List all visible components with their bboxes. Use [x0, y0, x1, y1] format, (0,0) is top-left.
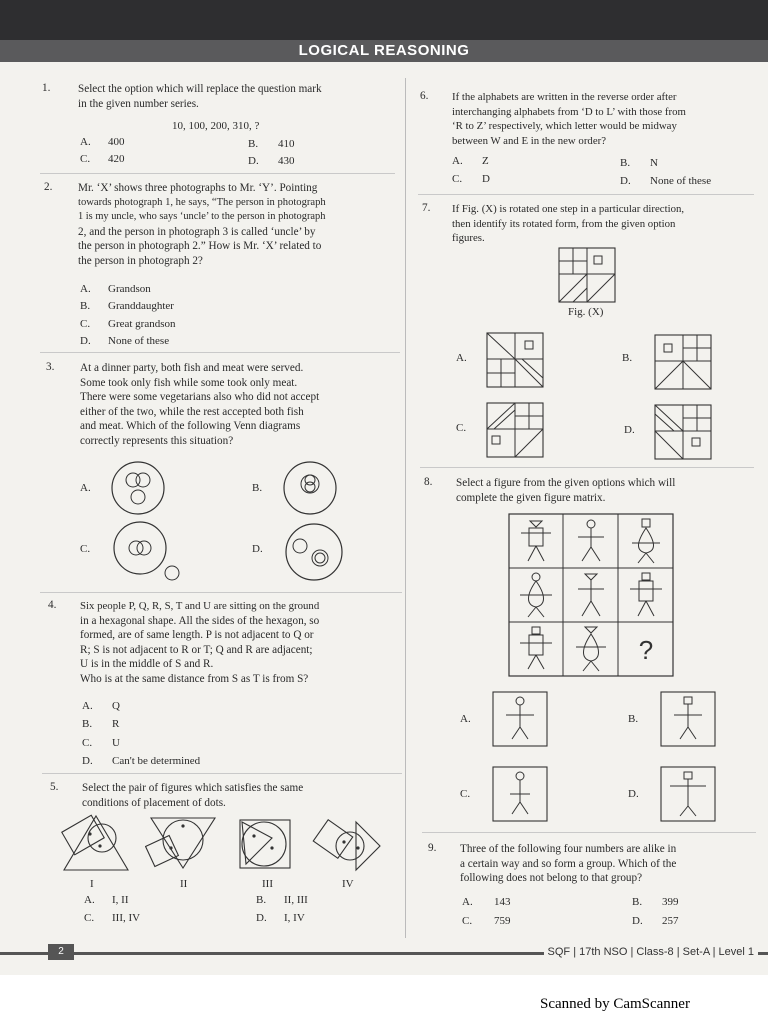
- option-text[interactable]: Granddaughter: [108, 300, 174, 312]
- option-letter: C.: [82, 737, 93, 749]
- option-letter: C.: [462, 915, 473, 927]
- question-number: 6.: [420, 90, 429, 102]
- venn-diagram-c[interactable]: [110, 520, 186, 584]
- venn-diagram-a[interactable]: [110, 460, 166, 516]
- option-text[interactable]: I, II: [112, 894, 129, 906]
- dot-figure-ii: [145, 812, 221, 874]
- option-letter: C.: [80, 543, 91, 555]
- figure-x: [558, 247, 616, 303]
- figure-label: II: [180, 878, 188, 890]
- question-text: [456, 476, 756, 505]
- question-number: 3.: [46, 361, 55, 373]
- option-text[interactable]: R: [112, 718, 120, 730]
- question-text: [452, 90, 752, 148]
- text-line: Six people P, Q, R, S, T and U are sitting on the ground: [80, 600, 320, 612]
- text-line: correctly represents this situation?: [80, 434, 234, 447]
- option-letter: D.: [248, 155, 259, 167]
- option-letter: A.: [80, 136, 91, 148]
- option-text[interactable]: 399: [662, 896, 679, 908]
- option-text[interactable]: None of these: [650, 175, 712, 187]
- option-text[interactable]: D: [482, 173, 490, 185]
- option-text[interactable]: II, III: [284, 894, 308, 906]
- text-line: Who is at the same distance from S as T is from S?: [80, 672, 309, 685]
- option-letter: A.: [80, 482, 91, 494]
- text-line: formed, are of same length. P is not adjacent to Q or: [80, 629, 314, 641]
- figure-label: IV: [342, 878, 354, 890]
- figure-label: Fig. (X): [568, 306, 604, 318]
- option-text[interactable]: Z: [482, 155, 489, 167]
- question-number: 8.: [424, 476, 433, 488]
- figure-label: III: [262, 878, 273, 890]
- option-text[interactable]: Great grandson: [108, 318, 176, 330]
- section-title: LOGICAL REASONING: [298, 42, 470, 59]
- option-letter: B.: [256, 894, 267, 906]
- question-text: [460, 842, 760, 886]
- matrix-option-a[interactable]: [492, 691, 548, 747]
- question-number: 9.: [428, 842, 437, 854]
- page-number: 2: [48, 944, 74, 960]
- option-letter: B.: [622, 352, 633, 364]
- option-text[interactable]: 143: [494, 896, 511, 908]
- option-letter: C.: [456, 422, 467, 434]
- rotated-option-d[interactable]: [654, 404, 712, 460]
- option-letter: B.: [632, 896, 643, 908]
- option-text[interactable]: 759: [494, 915, 511, 927]
- option-letter: D.: [624, 424, 635, 436]
- option-letter: C.: [80, 318, 91, 330]
- text-line: a certain way and so form a group. Which of the: [460, 857, 677, 870]
- option-letter: A.: [452, 155, 463, 167]
- option-text[interactable]: 410: [278, 138, 295, 150]
- text-line: in the given number series.: [78, 97, 199, 110]
- question-number: 5.: [50, 781, 59, 793]
- dot-figure-iv: [310, 816, 382, 874]
- separator: [418, 194, 754, 195]
- figure-label: I: [90, 878, 94, 890]
- rotated-option-a[interactable]: [486, 332, 544, 388]
- matrix-option-c[interactable]: [492, 766, 548, 822]
- question-number: 7.: [422, 202, 431, 214]
- text-line: 1 is my uncle, who says ‘uncle’ to the person in photograph: [78, 211, 326, 222]
- matrix-option-b[interactable]: [660, 691, 716, 747]
- rotated-option-b[interactable]: [654, 334, 712, 390]
- separator: [422, 832, 756, 833]
- question-text: [80, 361, 402, 448]
- rotated-option-c[interactable]: [486, 402, 544, 458]
- option-letter: D.: [628, 788, 639, 800]
- text-line: the person in photograph 2?: [78, 254, 203, 267]
- option-text[interactable]: N: [650, 157, 658, 169]
- option-letter: D.: [80, 335, 91, 347]
- option-letter: A.: [460, 713, 471, 725]
- option-text[interactable]: 257: [662, 915, 679, 927]
- text-line: Three of the following four numbers are alike in: [460, 843, 677, 855]
- text-line: Some took only fish while some took only meat.: [80, 376, 298, 389]
- number-series: 10, 100, 200, 310, ?: [172, 120, 260, 132]
- option-text[interactable]: I, IV: [284, 912, 305, 924]
- option-letter: C.: [80, 153, 91, 165]
- question-text: [78, 82, 398, 111]
- footer-text: SQF | 17th NSO | Class-8 | Set-A | Level 1: [544, 944, 758, 960]
- text-line: Select the option which will replace the question mark: [78, 83, 322, 95]
- text-line: R; S is not adjacent to R or T; Q and R are adjacent;: [80, 643, 313, 656]
- option-letter: B.: [628, 713, 639, 725]
- text-line: 2, and the person in photograph 3 is called ‘uncle’ by: [78, 225, 316, 238]
- text-line: following does not belong to that group?: [460, 872, 643, 884]
- option-letter: C.: [452, 173, 463, 185]
- option-letter: A.: [462, 896, 473, 908]
- option-text[interactable]: Can't be determined: [112, 755, 201, 767]
- text-line: U is in the middle of S and R.: [80, 658, 214, 670]
- option-text[interactable]: None of these: [108, 335, 170, 347]
- question-number: 1.: [42, 82, 51, 94]
- option-letter: A.: [80, 283, 91, 295]
- option-letter: B.: [252, 482, 263, 494]
- text-line: Select a figure from the given options which will: [456, 477, 676, 489]
- option-text[interactable]: III, IV: [112, 912, 141, 924]
- text-line: ‘R to Z’ respectively, which letter would be midway: [452, 120, 677, 132]
- option-letter: D.: [82, 755, 93, 767]
- option-letter: B.: [80, 300, 91, 312]
- option-text[interactable]: 420: [108, 153, 125, 165]
- column-divider: [405, 78, 406, 938]
- figure-matrix: [508, 513, 674, 677]
- option-text[interactable]: 400: [108, 136, 125, 148]
- venn-diagram-b[interactable]: [282, 460, 338, 516]
- text-line: conditions of placement of dots.: [82, 796, 226, 809]
- option-text[interactable]: Q: [112, 700, 120, 712]
- matrix-option-d[interactable]: [660, 766, 716, 822]
- option-letter: D.: [256, 912, 267, 924]
- option-letter: D.: [252, 543, 263, 555]
- option-text[interactable]: U: [112, 737, 120, 749]
- text-line: At a dinner party, both fish and meat were served.: [80, 362, 304, 374]
- option-letter: A.: [456, 352, 467, 364]
- venn-diagram-d[interactable]: [280, 522, 346, 582]
- option-letter: A.: [82, 700, 93, 712]
- option-letter: B.: [620, 157, 631, 169]
- text-line: If the alphabets are written in the reverse order after: [452, 91, 677, 103]
- text-line: and meat. Which of the following Venn diagrams: [80, 420, 301, 432]
- option-letter: D.: [620, 175, 631, 187]
- scanner-watermark: Scanned by CamScanner: [540, 996, 690, 1012]
- separator: [420, 467, 754, 468]
- option-text[interactable]: 430: [278, 155, 295, 167]
- text-line: either of the two, while the rest accepted both fish: [80, 405, 304, 418]
- option-letter: A.: [84, 894, 95, 906]
- separator: [42, 773, 402, 774]
- text-line: interchanging alphabets from ‘D to L’ with those from: [452, 105, 686, 118]
- text-line: complete the given figure matrix.: [456, 491, 606, 504]
- separator: [40, 173, 395, 174]
- dot-figure-iii: [232, 814, 298, 874]
- separator: [40, 592, 402, 593]
- missing-figure-mark: ?: [638, 635, 654, 665]
- text-line: in a hexagonal shape. All the sides of the hexagon, so: [80, 614, 320, 627]
- text-line: then identify its rotated form, from the given option: [452, 217, 676, 230]
- question-text: [452, 202, 752, 246]
- question-text: [82, 781, 402, 810]
- question-number: 4.: [48, 599, 57, 611]
- option-letter: D.: [632, 915, 643, 927]
- text-line: If Fig. (X) is rotated one step in a particular direction,: [452, 203, 685, 215]
- text-line: between W and E in the new order?: [452, 134, 606, 147]
- question-number: 2.: [44, 181, 53, 193]
- dot-figure-i: [60, 812, 132, 874]
- text-line: the person in photograph 2.” How is Mr. ‘X’ related to: [78, 240, 322, 252]
- option-letter: C.: [460, 788, 471, 800]
- text-line: There were some vegetarians also who did not accept: [80, 391, 320, 403]
- option-letter: C.: [84, 912, 95, 924]
- text-line: towards photograph 1, he says, “The person in photograph: [78, 196, 326, 208]
- option-text[interactable]: Grandson: [108, 283, 151, 295]
- question-text: [80, 599, 402, 686]
- text-line: figures.: [452, 232, 485, 244]
- option-letter: B.: [248, 138, 259, 150]
- text-line: Select the pair of figures which satisfies the same: [82, 782, 304, 794]
- separator: [40, 352, 400, 353]
- text-line: Mr. ‘X’ shows three photographs to Mr. ‘Y’. Pointing: [78, 182, 318, 194]
- option-letter: B.: [82, 718, 93, 730]
- question-text: [78, 181, 400, 268]
